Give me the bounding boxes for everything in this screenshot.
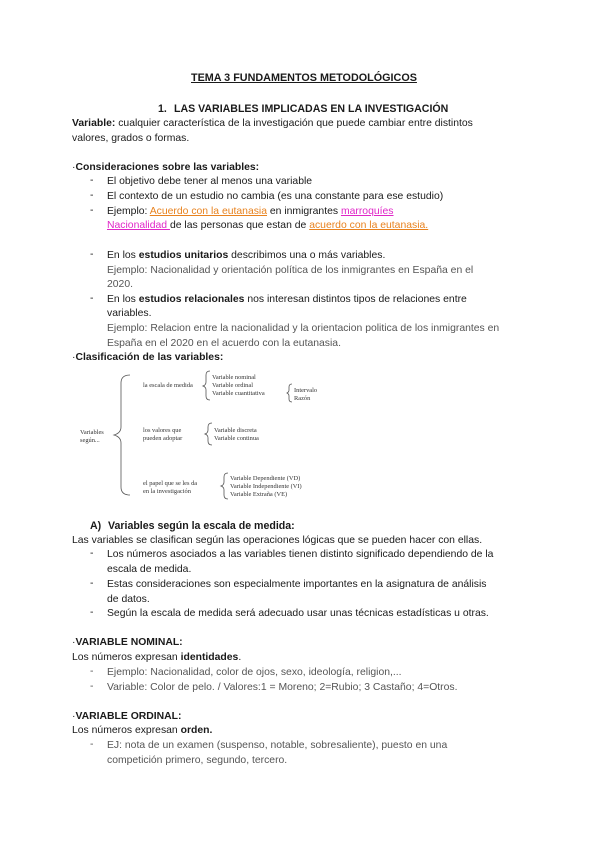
brace-escala [203,371,210,400]
dash-marker: - [90,739,94,750]
consideracion-item: El contexto de un estudio no cambia (es una constante para ese estudio) [107,191,444,202]
escala-item: Según la escala de medida será adecuado usar unas técnicas estadísticas u otras. [107,608,489,619]
bullet-dot: · [72,711,76,722]
consideracion-item: El objetivo debe tener al menos una variable [107,176,313,187]
example-text: 2020. [107,279,134,290]
example-text: España en el 2020 en el acuerdo con la eutanasia. [107,338,341,349]
ordinal-intro: Los números expresan orden. [72,725,213,736]
brace-valores [205,423,212,445]
section-a-intro: Las variables se clasifican según las operaciones lógicas que se pueden hacer con ellas. [72,535,483,546]
ordinal-example: EJ: nota de un examen (suspenso, notable, sobresaliente), puesto en una [107,740,448,751]
section-a-heading: Variables según la escala de medida: [108,520,295,532]
dash-marker: - [90,578,94,589]
diagram-leaf: Variable Independiente (VI) [230,483,302,490]
escala-item: Los números asociados a las variables tienen distinto significado dependiendo de la [107,549,494,560]
dash-marker: - [90,548,94,559]
bullet-dot: · [72,352,76,363]
diagram-leaf: Variable nominal [212,374,256,381]
classification-diagram [70,365,370,510]
diagram-group: los valores que [143,427,182,434]
diagram-leaf: Intervalo [294,387,318,394]
page-title: TEMA 3 FUNDAMENTOS METODOLÓGICOS [191,72,417,84]
dash-marker: - [90,607,94,618]
escala-item: Estas consideraciones son especialmente importantes en la asignatura de análisis [107,579,487,590]
dash-marker: - [90,293,94,304]
consideraciones-heading: ·Consideraciones sobre las variables: [72,162,260,173]
main-brace [114,375,130,495]
nominal-intro: Los números expresan identidades. [72,652,242,663]
example-line: Ejemplo: Acuerdo con la eutanasia en inmigrantes marroquíes [107,206,394,217]
ordinal-heading: ·VARIABLE ORDINAL: [72,711,182,722]
definition-text: cualquier característica de la investigación que puede cambiar entre distintos [115,118,473,129]
diagram-leaf: Variable Extraña (VE) [230,491,288,498]
relacionales-item-2: variables. [107,308,152,319]
diagram-group: el papel que se les da [143,480,198,487]
highlight-pink: marroquíes [340,206,394,217]
example-line-2: Nacionalidad de las personas que estan de acuerdo con la eutanasia. [107,220,429,231]
section-number: 1. [158,103,167,115]
highlight-pink: Nacionalidad [107,220,170,231]
bullet-dot: · [72,162,76,173]
variable-definition [72,117,473,131]
relacionales-item: En los estudios relacionales nos interesan distintos tipos de relaciones entre [107,294,467,305]
diagram-leaf: Variable Dependiente (VD) [230,475,301,482]
dash-marker: - [90,205,94,216]
diagram-group: la escala de medida [143,382,193,389]
dash-marker: - [90,666,94,677]
brace-cuantitativa [287,384,292,402]
highlight-orange: acuerdo con la eutanasia. [309,220,429,231]
example-text: Ejemplo: Nacionalidad y orientación política de los inmigrantes en España en el [107,265,474,276]
diagram-leaf: Variable ordinal [212,382,253,389]
example-text: Ejemplo: Relacion entre la nacionalidad y la orientacion politica de los inmigrantes en [107,323,500,334]
dash-marker: - [90,249,94,260]
diagram-leaf: Variable cuantitativa [212,390,265,397]
brace-papel [221,473,228,499]
dash-marker: - [90,681,94,692]
nominal-heading: ·VARIABLE NOMINAL: [72,637,183,648]
clasificacion-heading: ·Clasificación de las variables: [72,352,224,363]
unitarios-item: En los estudios unitarios describimos una o más variables. [107,250,386,261]
ordinal-example-2: competición primero, segundo, tercero. [107,755,288,766]
highlight-orange: Acuerdo con la eutanasia [149,206,268,217]
definition-text-2: valores, grados o formas. [72,133,190,144]
dash-marker: - [90,190,94,201]
escala-item-2: escala de medida. [107,564,192,575]
escala-item-2: de datos. [107,594,150,605]
dash-marker: - [90,175,94,186]
diagram-group: pueden adoptar [143,435,183,442]
diagram-leaf: Variable continua [214,435,259,442]
section-a-letter: A) [90,520,102,532]
bullet-dot: · [72,637,76,648]
diagram-group: en la investigación [143,488,191,495]
diagram-leaf: Razón [294,395,311,402]
diagram-root: según... [80,437,100,444]
definition-term: Variable: [72,118,116,129]
nominal-example: Variable: Color de pelo. / Valores:1 = Moreno; 2=Rubio; 3 Castaño; 4=Otros. [107,682,458,693]
nominal-example: Ejemplo: Nacionalidad, color de ojos, sexo, ideología, religion,... [107,667,402,678]
diagram-root: Variables [80,429,104,436]
section-heading: LAS VARIABLES IMPLICADAS EN LA INVESTIGACIÓN [174,103,449,115]
diagram-leaf: Variable discreta [214,427,257,434]
